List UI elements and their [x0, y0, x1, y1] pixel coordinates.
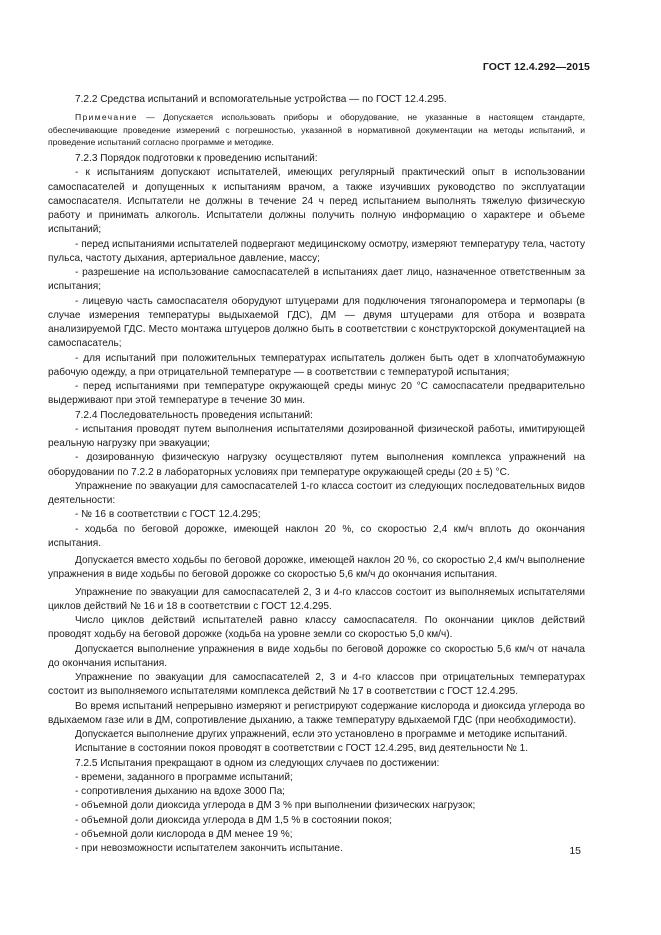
paragraph: 7.2.5 Испытания прекращают в одном из следующих случаев по достижении:	[75, 757, 440, 769]
paragraph: Испытание в состоянии покоя проводят в соответствии с ГОСТ 12.4.295, вид деятельности № 1.	[75, 743, 529, 755]
list-item: - при невозможности испытателем закончить испытание.	[75, 843, 343, 855]
page-number: 15	[569, 845, 581, 857]
paragraph: 7.2.4 Последовательность проведения испытаний:	[75, 409, 313, 421]
document-body	[48, 93, 585, 856]
paragraph: 7.2.2 Средства испытаний и вспомогательные устройства — по ГОСТ 12.4.295.	[75, 94, 447, 105]
note	[48, 111, 585, 149]
paragraph: 7.2.3 Порядок подготовки к проведению испытаний:	[75, 153, 318, 165]
paragraph: Упражнение по эвакуации для самоспасателей 2, 3 и 4-го классов при отрицательных температурах состоит из выполняемого испытателями комплекса действий № 17 в соответствии с ГОСТ 12.4.295.	[48, 672, 585, 698]
paragraph: - разрешение на использование самоспасателей в испытаниях дает лицо, назначенное ответственным за испытания;	[48, 267, 585, 293]
list-item: - объемной доли кислорода в ДМ менее 19 %;	[75, 828, 293, 840]
paragraph: - испытания проводят путем выполнения испытателями дозированной физической работы, имитирующей реальную нагрузку при эвакуации;	[48, 423, 585, 450]
list-item: - времени, заданного в программе испытаний;	[75, 771, 293, 783]
paragraph: Во время испытаний непрерывно измеряют и регистрируют содержание кислорода и диоксида углерода во вдыхаемом газе или в ДМ, сопротивление дыханию, а также температуру вдыхаемой ГДС (при необходимости).	[48, 700, 585, 726]
paragraph: Упражнение по эвакуации для самоспасателей 1-го класса состоит из следующих последовательных видов деятельности:	[48, 480, 585, 507]
paragraph: - перед испытаниями при температуре окружающей среды минус 20 °С самоспасатели предварительно выдерживают при этой температуре в течение 30 мин.	[48, 381, 585, 407]
paragraph: Допускается выполнение других упражнений, если это установлено в программе и методике испытаний.	[75, 729, 568, 741]
paragraph: Допускается выполнение упражнения в виде ходьбы по беговой дорожке со скоростью 5,6 км/ч от начала до окончания испытания.	[48, 643, 585, 669]
document-header: ГОСТ 12.4.292—2015	[482, 61, 590, 73]
list-item: - объемной доли диоксида углерода в ДМ 1,5 % в состоянии покоя;	[75, 814, 392, 826]
paragraph: - для испытаний при положительных температурах испытатель должен быть одет в хлопчатобумажную рабочую одежду, а при отрицательной температуре — в соответствии с температурой испытания;	[48, 352, 585, 378]
list-item: - объемной доли диоксида углерода в ДМ 3 % при выполнении физических нагрузок;	[75, 800, 476, 812]
paragraph: Упражнение по эвакуации для самоспасателей 2, 3 и 4-го классов состоит из выполняемых испытателями циклов действий № 16 и 18 в соответствии с ГОСТ 12.4.295.	[48, 586, 585, 612]
paragraph: Допускается вместо ходьбы по беговой дорожке, имеющей наклон 20 %, со скоростью 2,4 км/ч выполнение упражнения в виде ходьбы по беговой дорожке со скоростью 5,6 км/ч до окончания испытания.	[48, 555, 585, 581]
paragraph: Число циклов действий испытателей равно классу самоспасателя. По окончании циклов действий проводят ходьбу на беговой дорожке (ходьба на уровне земли со скоростью 5,0 км/ч).	[48, 615, 585, 641]
paragraph: - лицевую часть самоспасателя оборудуют штуцерами для подключения тягонапоромера и термопары (в случае измерения температуры выдыхаемой ГДС), ДМ — двумя штуцерами для отбора и возврата анализируемой ГДС. Место монтажа штуцеров должно быть в соответствии с конструкторской документацией на самоспасатель;	[48, 295, 585, 350]
note-text: — Допускается использовать приборы и оборудование, не указанные в настоящем стандарте, обеспечивающие проведение измерений с погрешностью, указанной в нормативной документации на методы испытаний, и проведение испытаний согласно программе и методике.	[48, 112, 585, 148]
paragraph: - № 16 в соответствии с ГОСТ 12.4.295;	[75, 509, 261, 521]
paragraph: - к испытаниям допускают испытателей, имеющих регулярный практический опыт в использовании самоспасателей и допущенных к испытаниям врачом, а также изучивших руководство по эксплуатации самоспасателя. Испытатели не должны в течение 24 ч перед испытанием выполнять тяжелую физическую работу и принимать алкоголь. Испытатели должны получить полную информацию о характере и объеме испытаний;	[48, 167, 585, 236]
list-item: - сопротивления дыханию на вдохе 3000 Па;	[75, 786, 285, 798]
note-label: Примечание	[75, 112, 138, 123]
paragraph: - дозированную физическую нагрузку осуществляют путем выполнения комплекса упражнений на оборудовании по 7.2.2 в лабораторных условиях при температуре окружающей среды (20 ± 5) °С.	[48, 452, 585, 478]
paragraph: - перед испытаниями испытателей подвергают медицинскому осмотру, измеряют температуру тела, частоту пульса, частоту дыхания, артериальное давление, массу;	[48, 238, 585, 264]
paragraph: - ходьба по беговой дорожке, имеющей наклон 20 %, со скоростью 2,4 км/ч вплоть до окончания испытания.	[48, 523, 585, 549]
